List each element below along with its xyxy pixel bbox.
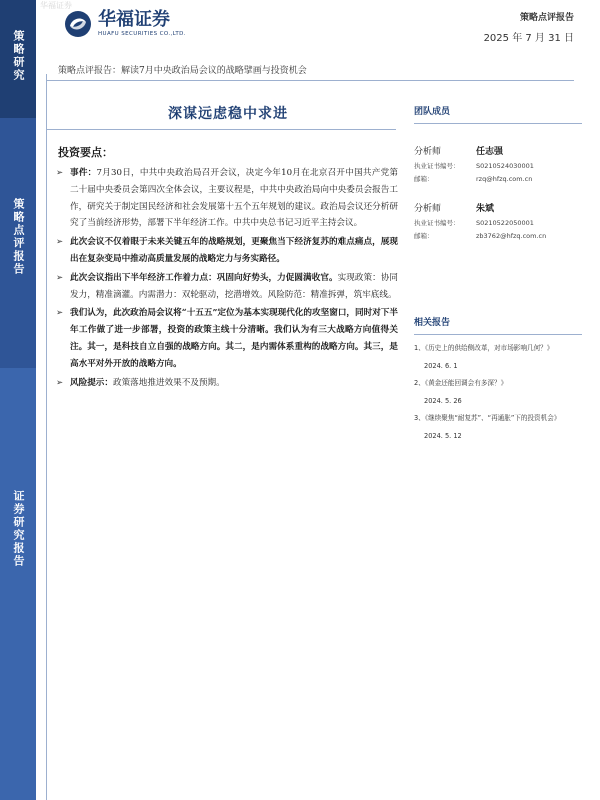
cert-label: 执业证书编号：: [414, 219, 460, 227]
arrow-bullet-icon: ➢: [56, 272, 64, 283]
summary-bullet: [56, 270, 398, 304]
analyst-name: 朱斌: [476, 204, 495, 214]
related-report-link[interactable]: 2、《黄金还能回调会有多深？》: [414, 379, 508, 387]
related-report-date: 2024. 5. 26: [424, 397, 462, 405]
bullet-text: 7月30日，中共中央政治局召开会议，决定今年10月在北京召开中国共产党第二十届中央委员会第四次全体会议，主要议程是，中共中央政治局向中央委员会报告工作，研究关于制定国民经济和社会发展第十五个五年规划的建议。政治局会议还分析研究了当前经济形势，部署下半年经济工作。中共中央总书记习近平主持会议。: [70, 168, 398, 229]
bullet-text: 此次会议不仅着眼于未来关键五年的战略规划，更聚焦当下经济复苏的难点痛点，展现出在复杂变局中推动高质量发展的战略定力与务实路径。: [70, 237, 398, 264]
arrow-bullet-icon: ➢: [56, 237, 64, 248]
bullet-text: 实现政策：协同发力，精准滴灌。内需潜力：双轮驱动，挖潜增效。风险防范：精准拆弹，筑牢底线。: [70, 272, 398, 300]
analyst-role: 分析师: [414, 147, 442, 157]
side-label-securities-research: 证券研究报告: [12, 490, 25, 568]
logo-english-name: HUAFU SECURITIES CO.,LTD.: [98, 31, 186, 37]
logo-swirl-icon: [64, 10, 92, 38]
bullet-lead: 事件：: [70, 168, 97, 178]
summary-bullet: [56, 305, 398, 372]
arrow-bullet-icon: ➢: [56, 308, 64, 319]
related-report-link[interactable]: 1、《历史上的供给侧改革，对市场影响几何？》: [414, 344, 554, 352]
related-report-date: 2024. 6. 1: [424, 362, 458, 370]
watermark: 华福证券: [40, 1, 72, 10]
side-label-strategy-research: 策略研究: [12, 30, 25, 82]
company-logo: [64, 6, 186, 42]
analyst-card: [414, 144, 582, 183]
analyst-email-link[interactable]: rzq@hfzq.com.cn: [476, 175, 533, 183]
header-meta: [484, 10, 574, 44]
related-heading: 相关报告: [414, 315, 582, 335]
report-title: 深谋远虑稳中求进: [168, 106, 288, 122]
left-margin-line: [46, 74, 47, 800]
summary-bullet: [56, 375, 398, 392]
cert-number: S0210524030001: [476, 162, 534, 170]
header-divider: [46, 80, 574, 81]
report-date: 2025 年 7 月 31 日: [483, 33, 574, 44]
summary-body: [56, 165, 398, 393]
side-band: [0, 0, 36, 800]
analyst-name: 任志强: [476, 147, 504, 157]
report-type: 策略点评报告: [519, 13, 574, 23]
arrow-bullet-icon: ➢: [56, 377, 64, 388]
related-reports-panel: [414, 315, 582, 440]
team-heading: 团队成员: [414, 104, 582, 124]
team-panel: [414, 104, 582, 240]
email-label: 邮箱：: [414, 175, 434, 183]
bullet-text: 我们认为，此次政治局会议将“十五五”定位为基本实现现代化的攻坚窗口，同时对下半年工作做了进一步部署，投资的政策主线十分清晰。我们认为有三大战略方向值得关注。其一，是科技自立自强的战略方向。其二，是内需体系重构的战略方向。其三，是高水平对外开放的战略方向。: [70, 308, 398, 369]
arrow-bullet-icon: ➢: [56, 168, 64, 178]
summary-bullet: [56, 165, 398, 232]
side-band-bottom: [0, 368, 36, 800]
cert-label: 执业证书编号：: [414, 162, 460, 170]
summary-heading: 投资要点：: [58, 146, 113, 159]
analyst-role: 分析师: [414, 204, 442, 214]
cert-number: S0210522050001: [476, 219, 534, 227]
summary-bullet: [56, 234, 398, 268]
bullet-lead: 风险提示：: [70, 377, 113, 388]
title-divider: [46, 129, 396, 130]
related-report-link[interactable]: 3、《继续聚焦“耐复苏”、“再通胀”下的投资机会》: [414, 414, 561, 422]
report-subtitle: 策略点评报告：解读7月中央政治局会议的战略擘画与投资机会: [58, 66, 307, 76]
side-label-report-type: 策略点评报告: [12, 198, 25, 276]
analyst-email-link[interactable]: zb3762@hfzq.com.cn: [476, 232, 547, 240]
logo-chinese-name: 华福证券: [98, 9, 170, 30]
email-label: 邮箱：: [414, 232, 434, 240]
related-report-date: 2024. 5. 12: [424, 432, 462, 440]
bullet-lead: 此次会议指出下半年经济工作着力点：巩固向好势头，力促圆满收官。: [70, 272, 338, 283]
analyst-card: [414, 201, 582, 240]
bullet-text: 政策落地推进效果不及预期。: [112, 377, 225, 388]
